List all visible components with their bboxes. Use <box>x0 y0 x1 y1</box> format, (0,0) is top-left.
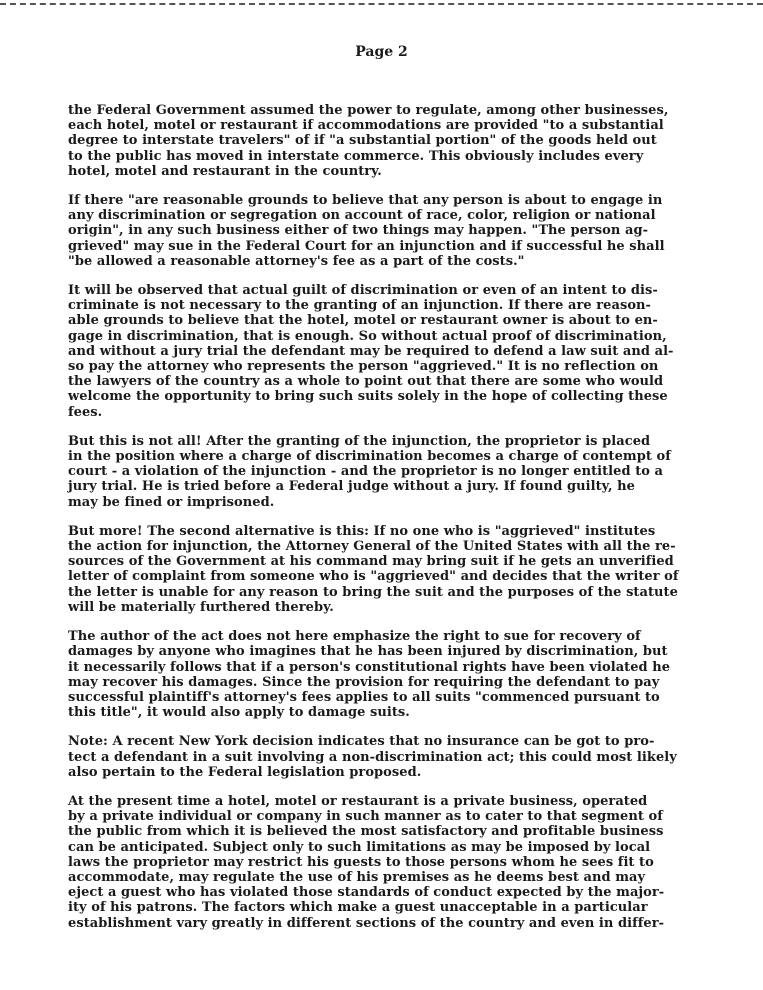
text-line: this title", it would also apply to damage suits. <box>68 705 410 721</box>
text-line: the public from which it is believed the most satisfactory and profitable business <box>68 824 664 840</box>
text-line: laws the proprietor may restrict his guests to those persons whom he sees fit to <box>68 854 654 870</box>
text-line: fees. <box>68 404 103 420</box>
text-line: and without a jury trial the defendant may be required to defend a law suit and al- <box>68 343 674 359</box>
text-line: the letter is unable for any reason to bring the suit and the purposes of the statute <box>68 584 678 600</box>
text-line: also pertain to the Federal legislation proposed. <box>68 764 422 780</box>
paragraph <box>68 524 688 615</box>
paragraph <box>68 103 688 179</box>
text-line: ity of his patrons. The factors which make a guest unacceptable in a particular <box>68 900 648 916</box>
text-line: the Federal Government assumed the power to regulate, among other businesses, <box>68 103 669 118</box>
text-line: grieved" may sue in the Federal Court for an injunction and if successful he shall <box>68 238 665 254</box>
text-line: criminate is not necessary to the granting of an injunction. If there are reason- <box>68 298 651 314</box>
text-line: It will be observed that actual guilt of discrimination or even of an intent to dis- <box>68 283 658 299</box>
text-line: letter of complaint from someone who is "aggrieved" and decides that the writer of <box>68 569 679 585</box>
paragraph <box>68 629 688 720</box>
text-line: court - a violation of the injunction - and the proprietor is no longer entitled to a <box>68 464 664 480</box>
text-line: can be anticipated. Subject only to such limitations as may be imposed by local <box>68 839 651 855</box>
text-line: But this is not all! After the granting of the injunction, the proprietor is placed <box>68 433 651 449</box>
text-line: so pay the attorney who represents the person "aggrieved." It is no reflection on <box>68 359 659 375</box>
text-line: able grounds to believe that the hotel, motel or restaurant owner is about to en- <box>68 313 658 329</box>
page-number: Page 2 <box>355 44 408 60</box>
paragraph <box>68 193 688 269</box>
text-line: successful plaintiff's attorney's fees applies to all suits "commenced pursuant to <box>68 689 660 705</box>
text-line: may recover his damages. Since the provision for requiring the defendant to pay <box>68 674 660 690</box>
text-line: If there "are reasonable grounds to believe that any person is about to engage in <box>68 193 663 209</box>
text-line: "be allowed a reasonable attorney's fee as a part of the costs." <box>68 253 525 269</box>
text-line: jury trial. He is tried before a Federal judge without a jury. If found guilty, he <box>68 479 635 495</box>
paragraph <box>68 434 688 510</box>
text-line: The author of the act does not here emphasize the right to sue for recovery of <box>68 629 641 645</box>
paragraph <box>68 283 688 420</box>
text-line: damages by anyone who imagines that he has been injured by discrimination, but <box>68 644 668 660</box>
text-line: tect a defendant in a suit involving a non-discrimination act; this could most likely <box>68 749 677 765</box>
text-line: origin", in any such business either of two things may happen. "The person ag- <box>68 223 649 239</box>
text-line: sources of the Government at his command may bring suit if he gets an unverified <box>68 554 674 570</box>
text-line: any discrimination or segregation on account of race, color, religion or national <box>68 208 656 224</box>
text-line: each hotel, motel or restaurant if accommodations are provided "to a substantial <box>68 118 664 134</box>
text-line: degree to interstate travelers" of if "a substantial portion" of the goods held out <box>68 133 657 149</box>
text-line: hotel, motel and restaurant in the country. <box>68 163 382 179</box>
text-line: establishment vary greatly in different sections of the country and even in differ- <box>68 915 665 931</box>
top-rule <box>0 3 763 5</box>
text-line: accommodate, may regulate the use of his premises as he deems best and may <box>68 869 646 885</box>
text-line: by a private individual or company in such manner as to cater to that segment of <box>68 809 663 825</box>
text-line: the lawyers of the country as a whole to point out that there are some who would <box>68 374 664 390</box>
text-line: welcome the opportunity to bring such suits solely in the hope of collecting these <box>68 389 668 405</box>
text-line: it necessarily follows that if a person's constitutional rights have been violated he <box>68 659 671 675</box>
paragraph <box>68 734 688 780</box>
document-body <box>68 103 688 945</box>
text-line: will be materially furthered thereby. <box>68 599 334 615</box>
text-line: eject a guest who has violated those standards of conduct expected by the major- <box>68 885 665 901</box>
text-line: may be fined or imprisoned. <box>68 494 275 510</box>
text-line: At the present time a hotel, motel or restaurant is a private business, operated <box>68 793 648 809</box>
text-line: gage in discrimination, that is enough. So without actual proof of discrimination, <box>68 328 667 344</box>
text-line: But more! The second alternative is this: If no one who is "aggrieved" institutes <box>68 523 656 539</box>
text-line: in the position where a charge of discrimination becomes a charge of contempt of <box>68 449 671 465</box>
text-line: Note: A recent New York decision indicates that no insurance can be got to pro- <box>68 734 655 750</box>
text-line: to the public has moved in interstate commerce. This obviously includes every <box>68 148 644 164</box>
paragraph <box>68 794 688 931</box>
text-line: the action for injunction, the Attorney General of the United States with all the re- <box>68 539 676 555</box>
